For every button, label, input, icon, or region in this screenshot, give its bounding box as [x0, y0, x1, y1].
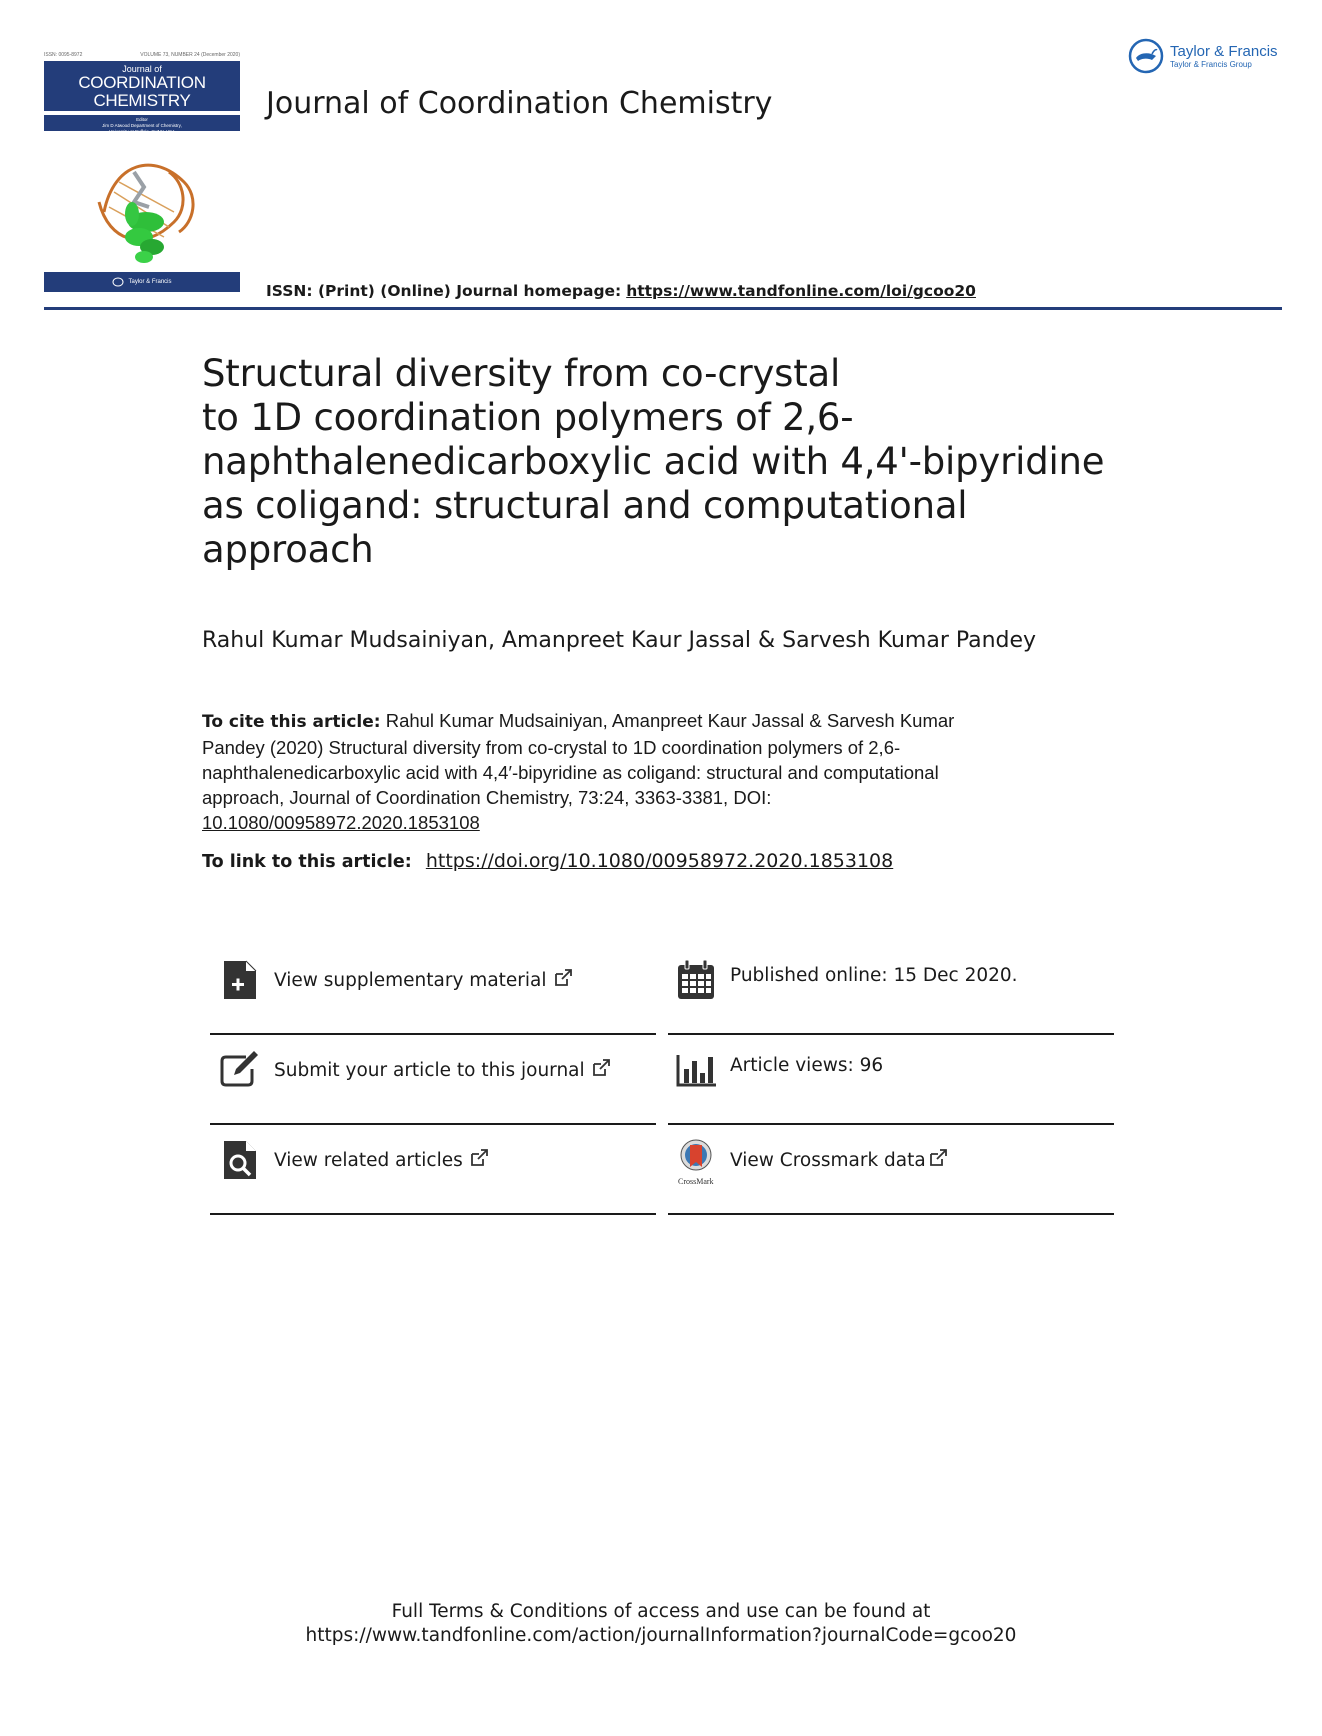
bar-chart-icon — [676, 1049, 716, 1091]
external-link-icon — [553, 969, 573, 987]
external-link-icon — [928, 1149, 948, 1167]
article-title — [202, 352, 1122, 572]
link-label: To link to this article: — [202, 852, 412, 872]
article-views: Article views: 96 — [730, 1055, 884, 1076]
cite-doi-link[interactable]: 10.1080/00958972.2020.1853108 — [202, 812, 480, 833]
article-authors: Rahul Kumar Mudsainiyan, Amanpreet Kaur Jassal & Sarvesh Kumar Pandey — [202, 628, 1037, 653]
cite-text: Rahul Kumar Mudsainiyan, Amanpreet Kaur Jassal & Sarvesh Kumar Pandey (2020) Structural diversity from co-crystal to 1D coordination polymers of 2,6-naphthalenedicarboxylic acid with 4,4′-bipyridine as coligand: structural and computational approach, Journal of Coordination Chemistry, 73:24, 3363-3381, DOI: — [202, 710, 955, 808]
crossmark-icon — [676, 1139, 716, 1181]
cover-publisher-icon — [112, 277, 124, 287]
taylor-francis-lamp-icon — [1128, 38, 1164, 74]
row-divider — [668, 1213, 1114, 1215]
submit-article-link[interactable] — [274, 1059, 611, 1081]
row-divider — [210, 1213, 656, 1215]
publisher-logo[interactable] — [1128, 38, 1278, 74]
publisher-group: Taylor & Francis Group — [1170, 59, 1252, 69]
terms-text: Full Terms & Conditions of access and use can be found at — [391, 1601, 931, 1622]
cover-meta — [44, 52, 240, 60]
title-line: naphthalenedicarboxylic acid with 4,4'-bipyridine — [202, 440, 1105, 483]
issn-line — [266, 282, 976, 300]
published-date: Published online: 15 Dec 2020. — [730, 965, 1018, 986]
crossmark-label: View Crossmark data — [730, 1150, 926, 1171]
issn-label: ISSN: (Print) (Online) Journal homepage: — [266, 282, 622, 300]
cover-editor-band — [44, 115, 240, 134]
submit-article-item[interactable] — [210, 1035, 656, 1125]
publisher-name: Taylor & Francis — [1170, 42, 1278, 60]
article-views-item — [668, 1035, 1114, 1125]
cover-editor-label: Editor — [136, 117, 148, 122]
external-link-icon — [469, 1149, 489, 1167]
article-info-grid — [210, 945, 1116, 1215]
cover-title-line1: COORDINATION — [78, 73, 206, 92]
molecule-illustration — [84, 152, 204, 267]
cover-volume: VOLUME 73, NUMBER 24 (December 2020) — [140, 52, 240, 58]
title-line: approach — [202, 528, 374, 571]
cover-title-line2: CHEMISTRY — [93, 91, 191, 110]
title-line: Structural diversity from co-crystal — [202, 352, 841, 395]
crossmark-link[interactable] — [730, 1149, 948, 1171]
document-search-icon — [220, 1139, 260, 1181]
related-label: View related articles — [274, 1150, 463, 1171]
supplementary-label: View supplementary material — [274, 970, 547, 991]
cover-journal-of: Journal of — [122, 64, 162, 74]
calendar-icon — [676, 959, 716, 1001]
cover-publisher-band — [44, 272, 240, 292]
header-divider — [44, 307, 1282, 310]
citation-block — [202, 708, 1002, 835]
journal-title: Journal of Coordination Chemistry — [266, 86, 773, 121]
terms-url[interactable]: https://www.tandfonline.com/action/journalInformation?journalCode=gcoo20 — [305, 1625, 1017, 1646]
title-line: to 1D coordination polymers of 2,6- — [202, 396, 854, 439]
article-link-line — [202, 850, 893, 872]
edit-pencil-icon — [220, 1049, 260, 1091]
cite-label: To cite this article: — [202, 712, 381, 732]
cover-editor-name: Jim D Atwood Department of Chemistry, — [102, 123, 182, 128]
related-articles-item[interactable] — [210, 1125, 656, 1215]
related-articles-link[interactable] — [274, 1149, 489, 1171]
cover-issn: ISSN: 0095-8972 — [44, 52, 83, 58]
published-date-item — [668, 945, 1114, 1035]
cover-editor-affil: University at Buffalo, SUNY, USA — [108, 129, 176, 134]
terms-footer — [0, 1600, 1322, 1648]
title-line: as coligand: structural and computational — [202, 484, 968, 527]
journal-homepage-link[interactable]: https://www.tandfonline.com/loi/gcoo20 — [626, 282, 976, 300]
crossmark-caption: CrossMark — [678, 1177, 714, 1186]
supplementary-material-link[interactable] — [274, 969, 573, 991]
journal-cover — [44, 52, 240, 292]
cover-publisher: Taylor & Francis — [128, 279, 172, 285]
external-link-icon — [591, 1059, 611, 1077]
add-file-icon — [220, 959, 260, 1001]
crossmark-item[interactable] — [668, 1125, 1114, 1215]
cover-title-band — [44, 61, 240, 111]
submit-label: Submit your article to this journal — [274, 1060, 585, 1081]
article-doi-link[interactable]: https://doi.org/10.1080/00958972.2020.1853108 — [425, 850, 894, 872]
supplementary-material-item[interactable] — [210, 945, 656, 1035]
